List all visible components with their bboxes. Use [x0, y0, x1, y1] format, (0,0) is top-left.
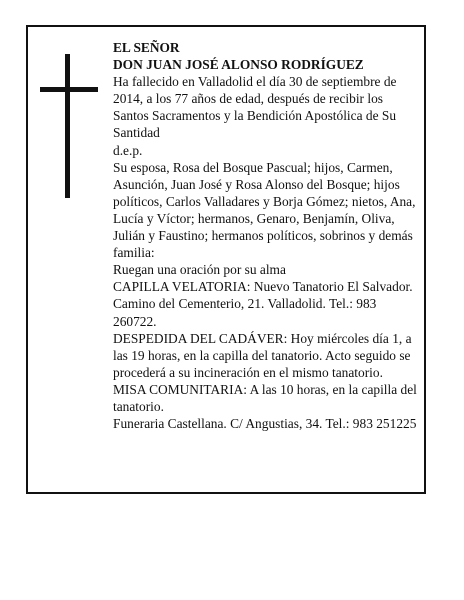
notice-title: EL SEÑOR [113, 40, 180, 55]
cross-vertical-bar [65, 54, 70, 198]
family-list: Su esposa, Rosa del Bosque Pascual; hijos, Carmen, Asunción, Juan José y Rosa Alonso del Bosque; hijos políticos, Carlos Valladares y Borja Gómez; nietos, Ana, Lucía y Víctor; hermanos, Genaro, Benjamín, Oliva, Julián y Faustino; hermanos políticos, sobrinos y demás familia: [113, 159, 416, 261]
cross-horizontal-bar [40, 87, 98, 92]
rip-abbreviation: d.e.p. [113, 142, 143, 158]
farewell-details: DESPEDIDA DEL CADÁVER: Hoy miércoles día 1, a las 19 horas, en la capilla del tanatorio. Acto seguido se procederá a su incineración en el mismo tanatorio. [113, 330, 412, 380]
funeral-home: Funeraria Castellana. C/ Angustias, 34. Tel.: 983 251225 [113, 416, 417, 432]
notice-text [113, 39, 421, 432]
death-announcement: Ha fallecido en Valladolid el día 30 de septiembre de 2014, a los 77 años de edad, después de recibir los Santos Sacramentos y la Bendición Apostólica de Su Santidad [113, 74, 397, 141]
wake-details: CAPILLA VELATORIA: Nuevo Tanatorio El Salvador. Camino del Cementerio, 21. Valladolid. Tel.: 983 260722. [113, 279, 413, 329]
mass-details: MISA COMUNITARIA: A las 10 horas, en la capilla del tanatorio. [113, 381, 417, 414]
cross-icon [40, 54, 98, 198]
prayer-request: Ruegan una oración por su alma [113, 262, 286, 278]
deceased-name: DON JUAN JOSÉ ALONSO RODRÍGUEZ [113, 57, 364, 73]
obituary-notice [26, 25, 426, 494]
